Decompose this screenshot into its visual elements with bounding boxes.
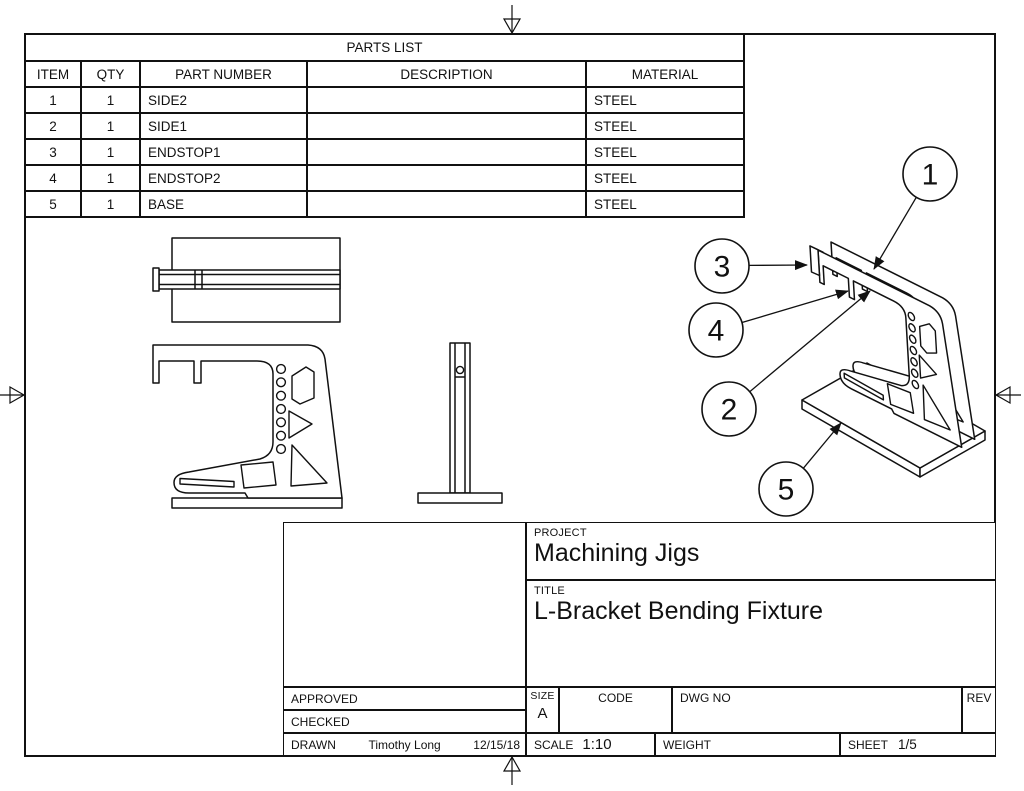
size-box [526, 687, 559, 733]
front-view-slot [241, 462, 276, 488]
size-value: A [537, 705, 548, 722]
rev-box [962, 687, 996, 733]
balloon-4 [689, 303, 743, 357]
project-value: Machining Jigs [534, 539, 700, 567]
cell-part-number: BASE [140, 191, 307, 217]
cell-material: STEEL [586, 113, 744, 139]
cell-qty: 1 [81, 165, 140, 191]
cell-item: 4 [25, 165, 81, 191]
scale-value: 1:10 [582, 736, 612, 753]
checked-label: CHECKED [291, 714, 350, 729]
table-row [25, 87, 744, 113]
dwg-no-box [672, 687, 962, 733]
cell-qty: 1 [81, 139, 140, 165]
cell-item: 2 [25, 113, 81, 139]
scale-label: SCALE [534, 737, 574, 752]
cell-part-number: ENDSTOP1 [140, 139, 307, 165]
table-row [25, 165, 744, 191]
approved-label: APPROVED [291, 691, 358, 706]
sheet-label: SHEET [848, 737, 889, 752]
cell-item: 1 [25, 87, 81, 113]
size-label: SIZE [530, 690, 555, 702]
balloon-3 [695, 239, 749, 293]
balloon-2 [702, 382, 756, 436]
parts-list-title-row [25, 34, 744, 61]
scale-box [526, 733, 655, 756]
cell-material: STEEL [586, 139, 744, 165]
drawn-label: DRAWN [291, 737, 336, 752]
balloon-2-label: 2 [720, 393, 738, 427]
cell-description [307, 87, 586, 113]
top-view [140, 230, 350, 330]
code-label: CODE [598, 691, 633, 705]
cell-material: STEEL [586, 87, 744, 113]
cell-qty: 1 [81, 87, 140, 113]
centering-mark-left-icon [0, 383, 26, 407]
balloon-5-label: 5 [777, 473, 795, 507]
sheet-value: 1/5 [898, 737, 917, 752]
cell-qty: 1 [81, 113, 140, 139]
balloon-5 [759, 462, 813, 516]
cell-part-number: ENDSTOP2 [140, 165, 307, 191]
cell-item: 5 [25, 191, 81, 217]
approved-row [283, 687, 526, 710]
cell-part-number: SIDE1 [140, 113, 307, 139]
col-header-item: ITEM [25, 61, 81, 87]
col-header-part-number: PART NUMBER [140, 61, 307, 87]
balloon-3-label: 3 [713, 250, 731, 284]
balloon-4-label: 4 [707, 314, 725, 348]
centering-mark-top-icon [500, 5, 524, 34]
rev-label: REV [966, 691, 992, 705]
top-view-endstop [153, 268, 159, 291]
drawn-row [283, 733, 526, 756]
drawn-by: Timothy Long [368, 737, 441, 752]
parts-list-table [24, 33, 745, 218]
sheet-box [840, 733, 996, 756]
parts-list-header-row [25, 61, 744, 87]
cell-description [307, 113, 586, 139]
project-box [526, 522, 996, 580]
col-header-description: DESCRIPTION [307, 61, 586, 87]
title-label: TITLE [534, 585, 565, 597]
balloon-1-label: 1 [921, 158, 939, 192]
title-block-blank-box [283, 522, 526, 687]
cell-description [307, 165, 586, 191]
cell-description [307, 191, 586, 217]
parts-list-title: PARTS LIST [25, 34, 744, 61]
checked-row [283, 710, 526, 733]
weight-box [655, 733, 840, 756]
table-row [25, 113, 744, 139]
isometric-view [660, 130, 1000, 520]
col-header-material: MATERIAL [586, 61, 744, 87]
title-box [526, 580, 996, 687]
dwg-no-label: DWG NO [680, 691, 731, 705]
cell-item: 3 [25, 139, 81, 165]
side-view-hole [456, 366, 463, 373]
cell-part-number: SIDE2 [140, 87, 307, 113]
top-view-channel [159, 270, 340, 289]
code-box [559, 687, 672, 733]
cell-material: STEEL [586, 165, 744, 191]
centering-mark-bottom-icon [500, 755, 524, 785]
drawn-date: 12/15/18 [473, 737, 520, 752]
weight-label: WEIGHT [663, 737, 711, 752]
table-row [25, 139, 744, 165]
side-view-post [450, 343, 470, 493]
cell-qty: 1 [81, 191, 140, 217]
balloon-1 [903, 147, 957, 201]
front-view [140, 330, 370, 515]
side-view [400, 330, 520, 510]
side-view-base [418, 493, 502, 503]
project-label: PROJECT [534, 527, 587, 539]
col-header-qty: QTY [81, 61, 140, 87]
cell-material: STEEL [586, 191, 744, 217]
table-row [25, 191, 744, 217]
cell-description [307, 139, 586, 165]
front-view-base [172, 498, 342, 508]
title-value: L-Bracket Bending Fixture [534, 597, 824, 625]
